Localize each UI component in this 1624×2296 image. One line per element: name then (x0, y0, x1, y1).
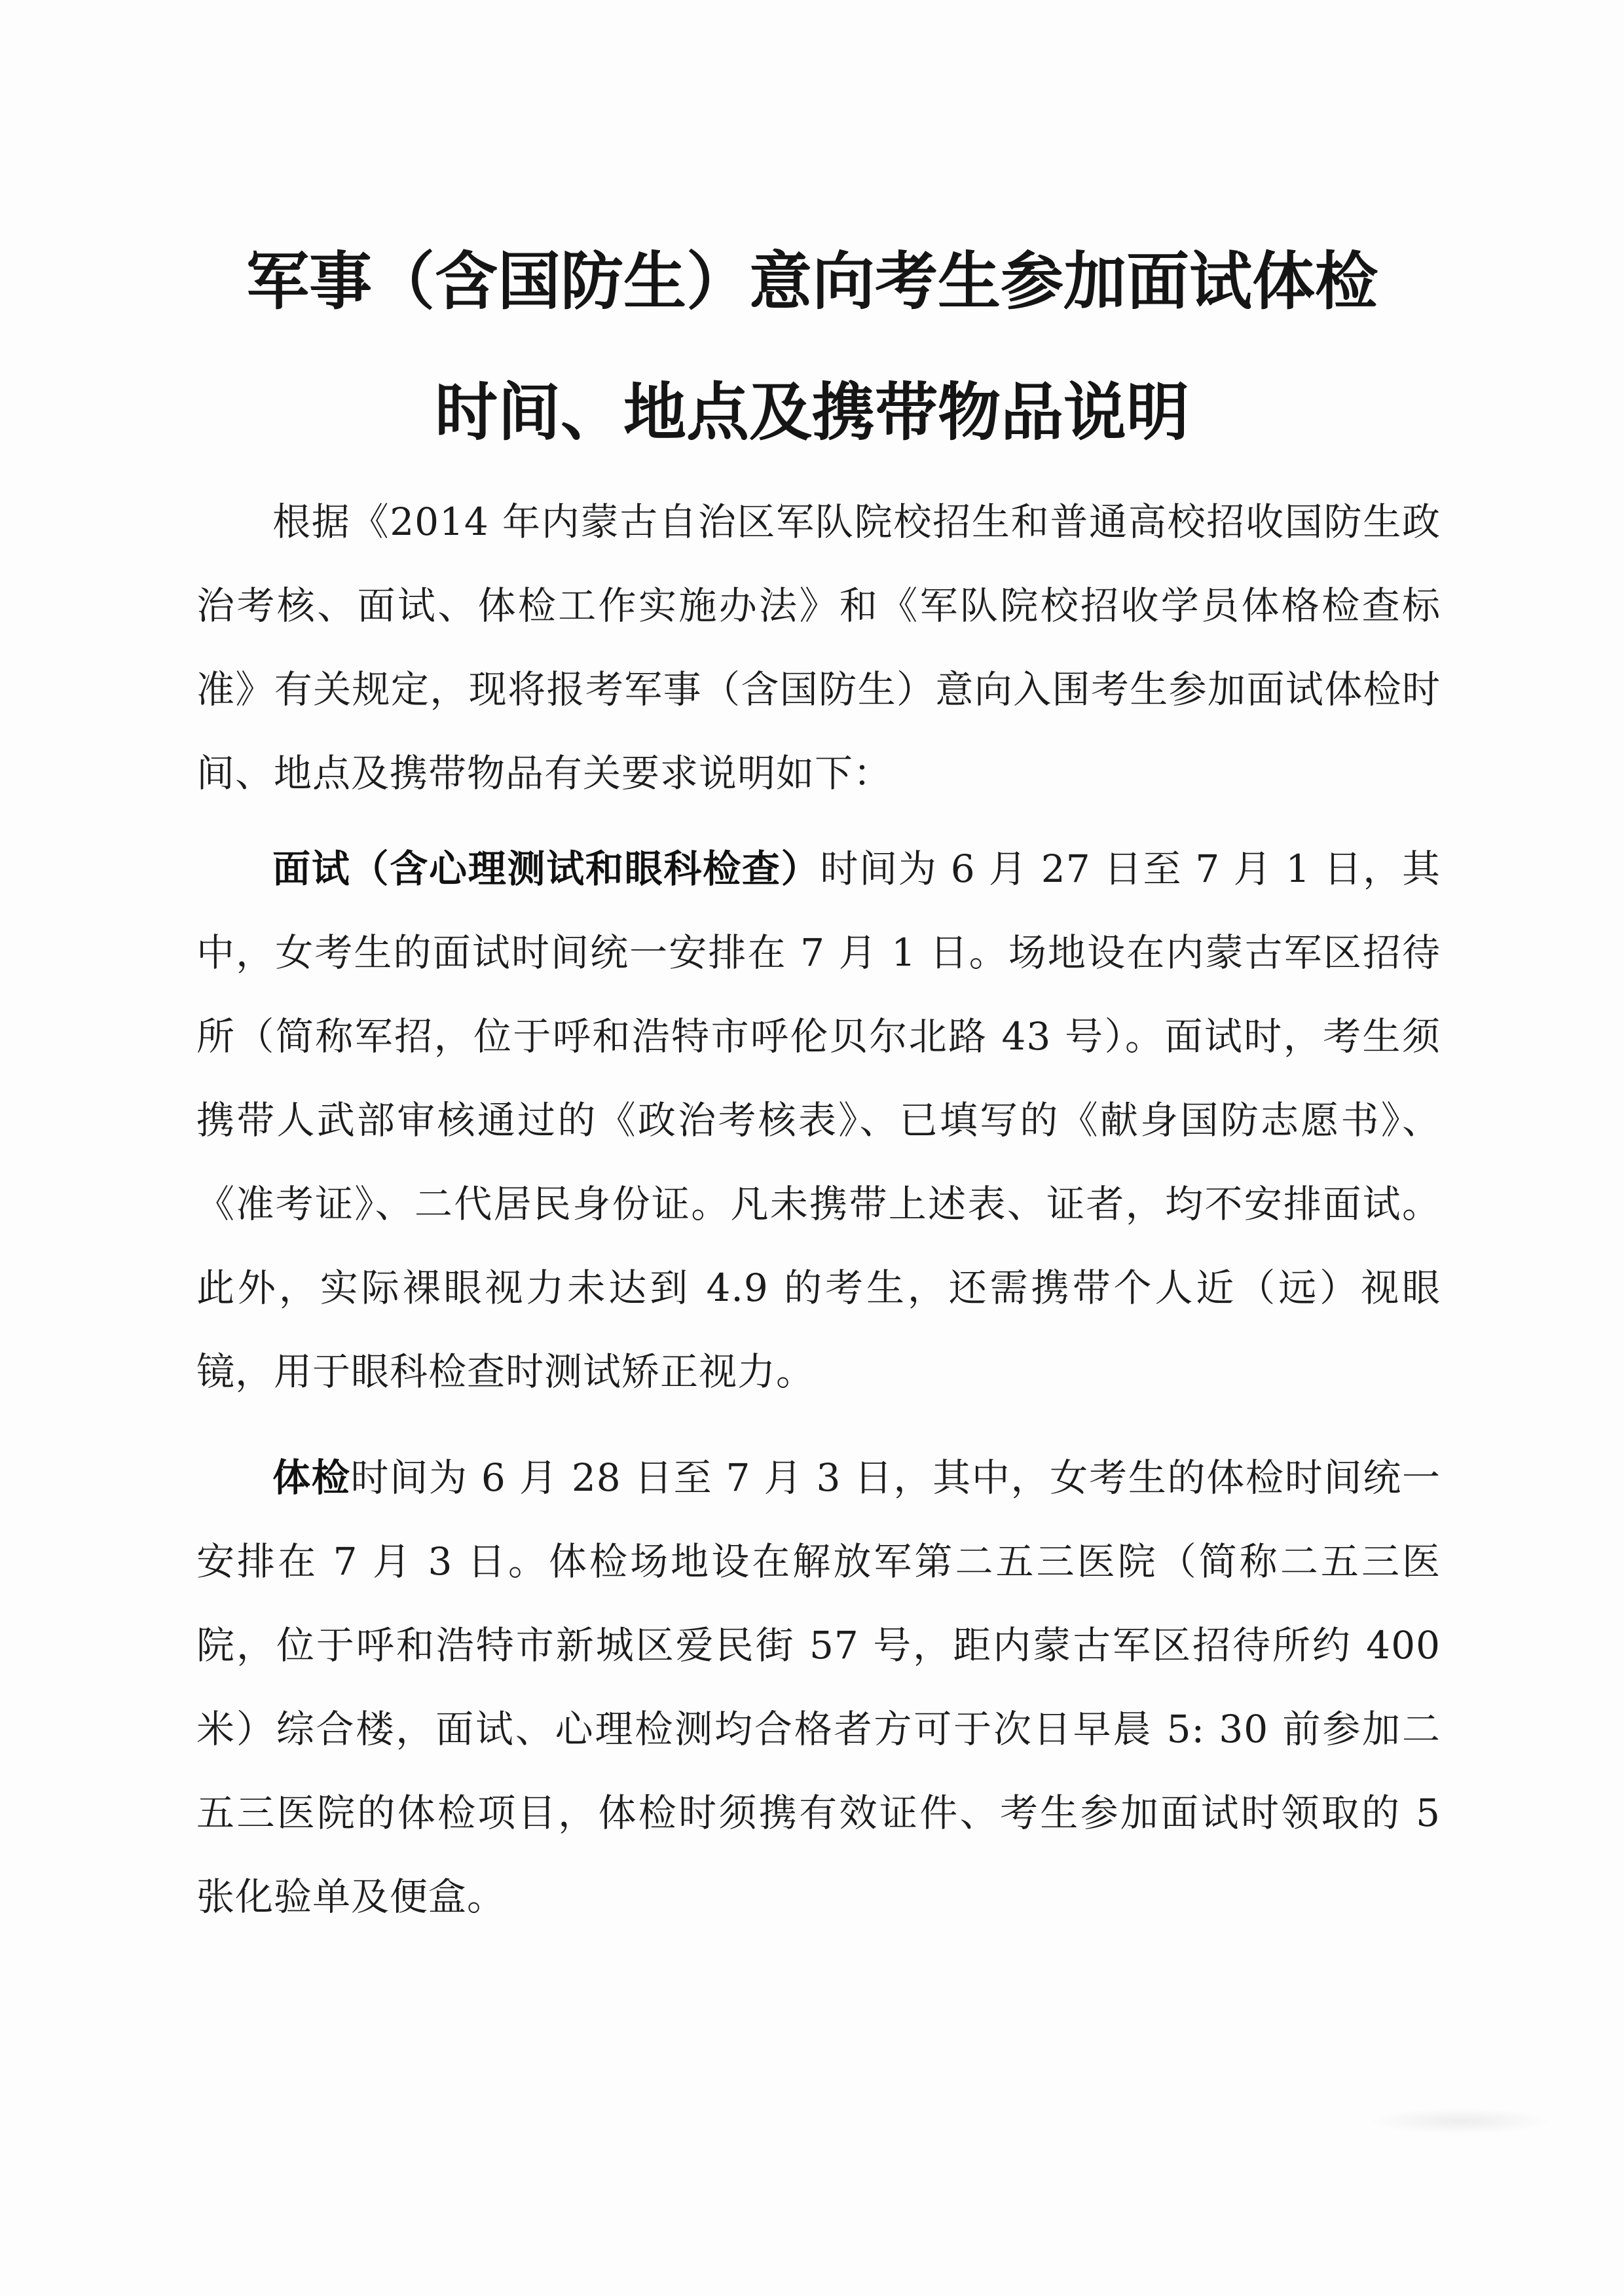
document-title-line1: 军事（含国防生）意向考生参加面试体检 (246, 244, 1378, 318)
paragraph-interview-lead: 面试（含心理测试和眼科检查） (272, 847, 821, 891)
paragraph-physical-exam-body: 时间为 6 月 28 日至 7 月 3 日，其中，女考生的体检时间统一安排在 7 月 3 日。体检场地设在解放军第二五三医院（简称二五三医院，位于呼和浩特市新城区爱民街 57 号，距内蒙古军区招待所约 400 米）综合楼，面试、心理检测均合格者方可于次日早晨 5: 30 前参加二五三医院的体检项目，体检时须携有效证件、考生参加面试时领取的 5 张化验单及便盒。 (196, 1455, 1441, 1919)
paragraph-physical-exam-lead: 体检 (272, 1455, 351, 1500)
paragraph-interview-body: 时间为 6 月 27 日至 7 月 1 日，其中，女考生的面试时间统一安排在 7 月 1 日。场地设在内蒙古军区招待所（简称军招，位于呼和浩特市呼伦贝尔北路 43 号）。面试时，考生须携带人武部审核通过的《政治考核表》、已填写的《献身国防志愿书》、《准考证》、二代居民身份证。凡未携带上述表、证者，均不安排面试。此外，实际裸眼视力未达到 4.9 的考生，还需携带个人近（远）视眼镜，用于眼科检查时测试矫正视力。 (196, 847, 1441, 1394)
paragraph-intro: 根据《2014 年内蒙古自治区军队院校招生和普通高校招收国防生政治考核、面试、体检工作实施办法》和《军队院校招收学员体格检查标准》有关规定，现将报考军事（含国防生）意向入围考生参加面试体检时间、地点及携带物品有关要求说明如下： (196, 500, 1441, 795)
paragraph-interview (196, 827, 1441, 1413)
paragraph-physical-exam (196, 1436, 1441, 1939)
document-title-line2: 时间、地点及携带物品说明 (435, 375, 1189, 449)
scan-smudge (1369, 2108, 1552, 2134)
